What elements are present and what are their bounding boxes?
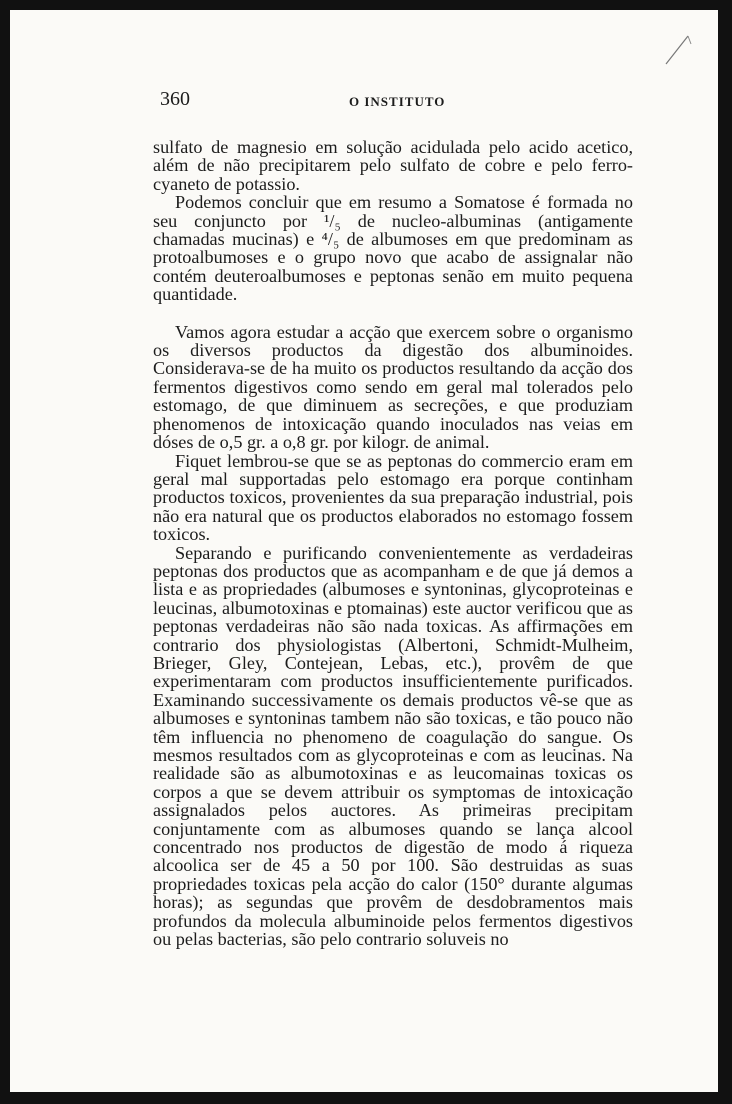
paragraph-peptones: Separando e purificando convenientemente as verdadeiras peptonas dos productos que as acompanham e de que já demos a lista e as propriedades (albumoses e syntoninas, glycoproteinas e leucinas, albumotoxinas e ptomainas) este auctor verificou que as peptonas verdadeiras não são nada toxicas. As affirmações em contrario dos physiologistas (Albertoni, Schmidt-Mulheim, Brieger, Gley, Contejean, Lebas, etc.), provêm de que experimentaram com productos insufficientemente purificados. Examinando successivamente os demais productos vê-se que as albumoses e syntoninas tambem não são toxicas, e tão pouco não têm influencia no phenomeno de coagulação do sangue. Os mesmos resultados com as glycoproteinas e com as leucinas. Na realidade são as albumotoxinas e as leucomainas toxicas os corpos a que se devem attribuir os symptomas de intoxicação assignalados pelos auctores. As primeiras precipitam conjuntamente com as albumoses quando se lança alcool concentrado nos productos de digestão de modo á riqueza alcoolica ser de 45 a 50 por 100. São destruidas as suas propriedades toxicas pela acção do calor (150° durante algumas horas); as segundas que provêm de desdobramentos mais profundos da molecula albuminoide pelos fermentos digestivos ou pelas bacterias, são pelo contrario soluveis no — [153, 542, 633, 950]
page-content — [153, 88, 633, 948]
paragraph-continuation: sulfato de magnesio em solução acidulada pelo acido acetico, além de não precipitarem pelo sulfato de cobre e pelo ferro-cyaneto de potassio. — [153, 137, 633, 194]
paragraph-fiquet: Fiquet lembrou-se que se as peptonas do commercio eram em geral mal supportadas pelo estomago era porque continham productos toxicos, provenientes da sua preparação industrial, pois não era natural que os productos elaborados no estomago fossem toxicos. — [153, 450, 633, 545]
paragraph-somatose-conclusion: Podemos concluir que em resumo a Somatose é formada no seu conjuncto por ¹/₅ de nucleo-albuminas (antigamente chamadas mucinas) e ⁴/₅ de albumoses em que predominam as protoalbumoses e o grupo novo que acabo de assignalar não contém deuteroalbumoses e peptonas senão em muito pequena quantidade. — [153, 192, 633, 305]
paragraph-digestion-products: Vamos agora estudar a acção que exercem sobre o organismo os diversos productos da digestão dos albuminoides. Considerava-se de ha muito os productos resultando da acção dos fermentos digestivos como sendo em geral mal tolerados pelo estomago, de que diminuem as secreções, e que produziam phenomenos de intoxicação quando inoculados nas veias em dóses de o,5 gr. a o,8 gr. por kilogr. de animal. — [153, 321, 633, 453]
pencil-mark-icon — [658, 30, 698, 70]
page-header — [153, 88, 633, 118]
page-number: 360 — [160, 88, 190, 110]
running-title: O INSTITUTO — [349, 94, 446, 109]
